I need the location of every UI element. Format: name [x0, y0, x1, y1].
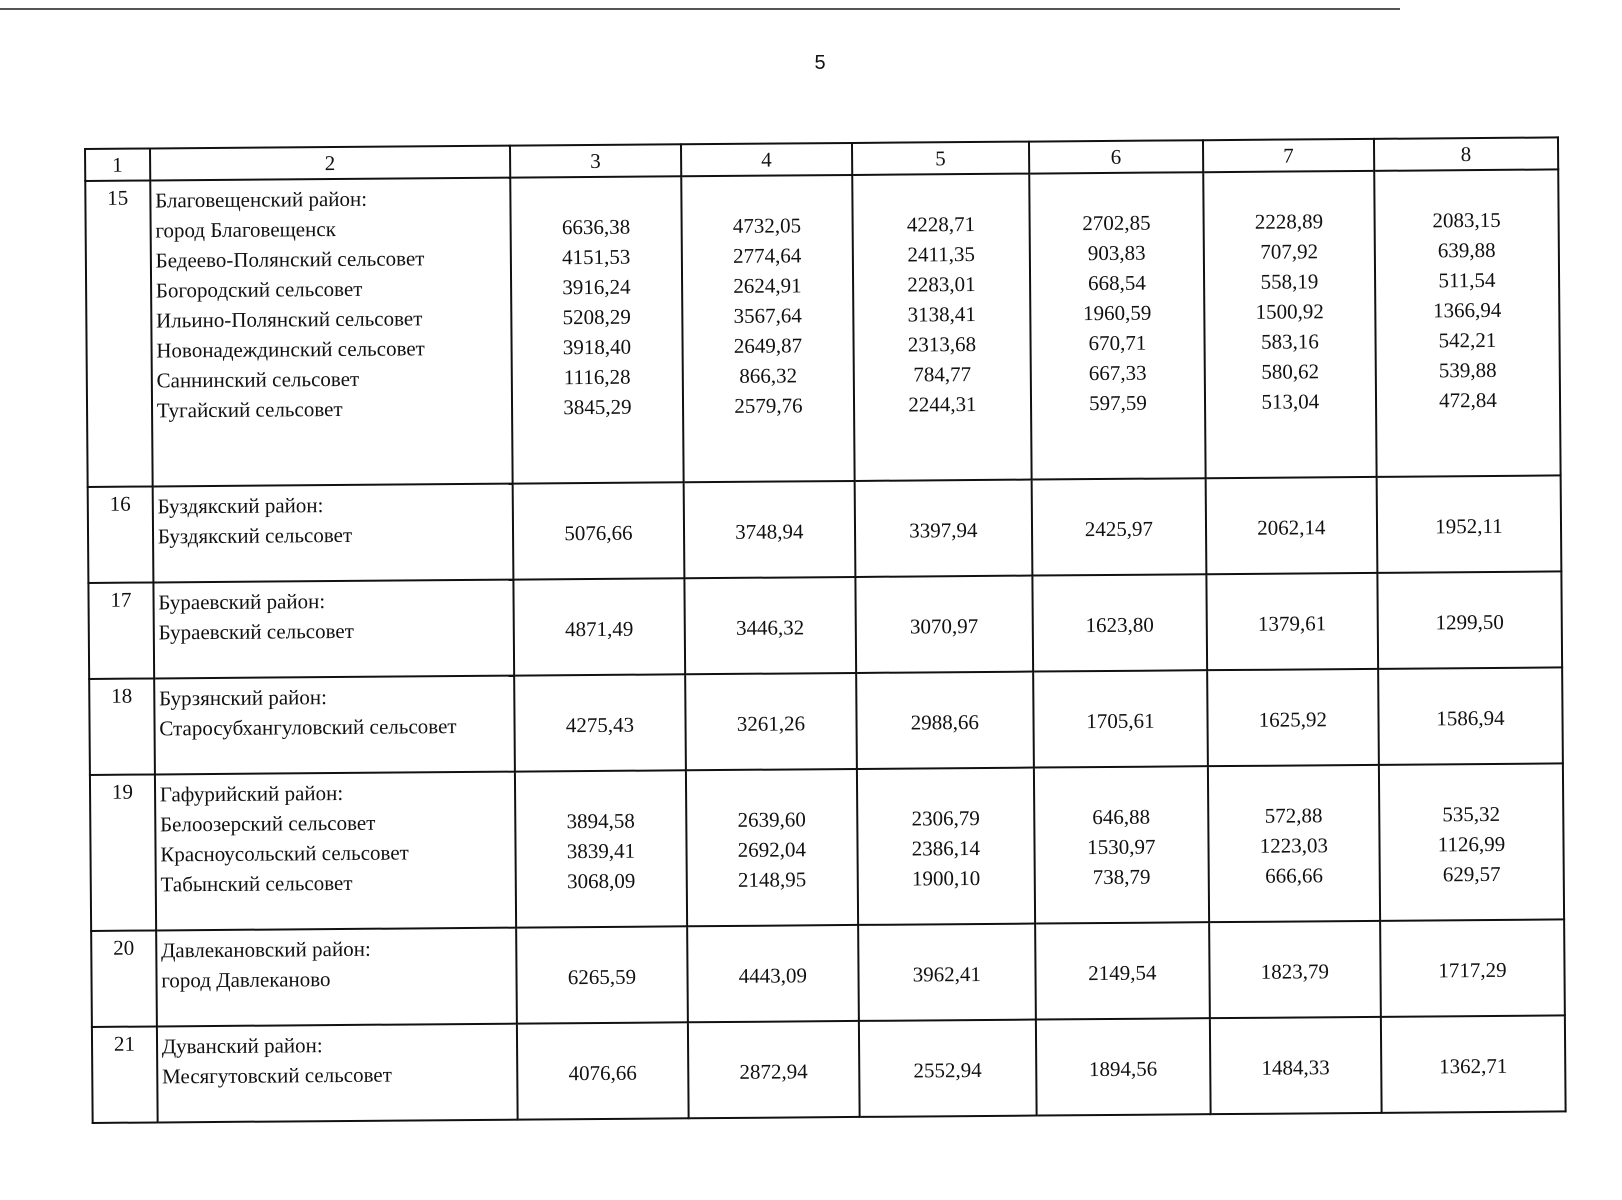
value-cell [686, 769, 858, 926]
spacer [1036, 927, 1208, 958]
value-cell [1032, 574, 1207, 671]
spacer [1207, 482, 1376, 513]
value: 2306,79 [911, 805, 980, 831]
value-cell [1376, 475, 1561, 572]
settlement-name: Богородский сельсовет [155, 276, 363, 303]
spacer [1037, 1023, 1209, 1054]
spacer [157, 453, 511, 486]
value: 4076,66 [568, 1060, 637, 1086]
district-cell [155, 772, 516, 931]
table-row [89, 667, 1563, 775]
value: 1530,97 [1087, 834, 1156, 860]
value: 2872,94 [739, 1059, 808, 1084]
value: 903,83 [1087, 240, 1146, 266]
row-number: 15 [85, 180, 152, 486]
value-cell [513, 578, 685, 675]
value-cell [1034, 766, 1209, 923]
value: 1299,50 [1435, 609, 1504, 635]
value: 1586,94 [1436, 705, 1505, 731]
value: 629,57 [1442, 861, 1501, 887]
value-cell [1374, 169, 1561, 476]
value: 558,19 [1260, 269, 1319, 294]
value: 866,32 [739, 363, 798, 388]
value-cell [855, 576, 1033, 673]
value: 667,33 [1088, 360, 1147, 386]
value: 572,88 [1264, 803, 1323, 828]
value: 2244,31 [908, 391, 977, 417]
value-cell [1208, 765, 1380, 922]
value: 1500,92 [1255, 299, 1324, 324]
value-cell [857, 768, 1035, 925]
district-title: Благовещенский район: [155, 186, 368, 213]
value-cell [1377, 571, 1562, 668]
spacer [517, 931, 686, 962]
scan-edge-line [0, 8, 1400, 10]
header-cell: 1 [85, 148, 150, 181]
value: 583,16 [1260, 329, 1319, 354]
header-cell: 5 [852, 142, 1029, 175]
spacer [1035, 771, 1207, 802]
value: 5076,66 [564, 520, 633, 546]
spacer [1378, 576, 1560, 607]
value-cell [1031, 478, 1206, 575]
value: 2624,91 [733, 273, 802, 298]
spacer [158, 549, 512, 582]
value: 2149,54 [1088, 960, 1157, 986]
spacer [853, 179, 1028, 210]
value: 1705,61 [1086, 708, 1155, 734]
value: 3894,58 [566, 808, 635, 834]
value-cell [1205, 477, 1377, 574]
header-cell: 2 [150, 146, 510, 181]
district-title: Бураевский район: [158, 589, 326, 615]
value: 3261,26 [736, 711, 806, 736]
value: 535,32 [1442, 801, 1501, 827]
value-cell [517, 1022, 689, 1119]
value: 2411,35 [907, 242, 976, 267]
value: 707,92 [1260, 239, 1319, 264]
value-cell [684, 577, 856, 674]
spacer [518, 1027, 687, 1058]
value: 1116,28 [563, 364, 631, 390]
table-row [88, 475, 1562, 583]
value: 1484,33 [1261, 1055, 1330, 1080]
value: 2425,97 [1084, 516, 1154, 542]
value: 1126,99 [1437, 831, 1506, 857]
spacer [162, 1089, 516, 1122]
value-cell [684, 481, 856, 578]
spacer [511, 181, 680, 212]
value: 542,21 [1438, 327, 1497, 353]
value: 3962,41 [912, 961, 982, 987]
spacer [159, 645, 513, 678]
value-cell [854, 480, 1032, 577]
value: 597,59 [1088, 390, 1147, 416]
value: 4275,43 [565, 712, 635, 738]
value-cell [515, 770, 687, 927]
value: 3138,41 [907, 302, 976, 327]
value: 3397,94 [909, 517, 978, 543]
value: 2552,94 [913, 1057, 982, 1083]
value-cell [514, 674, 686, 771]
value: 5208,29 [562, 304, 631, 330]
settlement-name: Белоозерский сельсовет [159, 810, 376, 837]
value: 2702,85 [1082, 210, 1151, 236]
value: 4732,05 [732, 213, 802, 238]
spacer [161, 897, 515, 930]
value-cell [1029, 172, 1205, 479]
spacer [856, 485, 1031, 516]
row-number: 19 [90, 774, 156, 931]
value: 3446,32 [735, 615, 805, 640]
value: 4151,53 [562, 244, 631, 270]
spacer [1208, 674, 1377, 705]
spacer [1207, 578, 1376, 609]
header-cell: 4 [681, 143, 852, 176]
settlement-name: Месягутовский сельсовет [161, 1062, 392, 1089]
value-cell [1380, 919, 1565, 1016]
value: 1823,79 [1260, 959, 1330, 984]
spacer [1377, 480, 1559, 511]
spacer [860, 1025, 1035, 1056]
value: 1623,80 [1085, 612, 1154, 638]
value: 1952,11 [1435, 513, 1503, 539]
settlement-name: Тугайский сельсовет [156, 396, 343, 423]
row-number: 18 [89, 678, 154, 775]
row-number: 16 [88, 486, 153, 583]
district-cell [150, 178, 513, 487]
value-cell [688, 1021, 860, 1118]
header-cell: 7 [1203, 139, 1374, 172]
settlement-name: Старосубхангуловский сельсовет [159, 714, 457, 741]
settlement-name: Бедеево-Полянский сельсовет [155, 246, 425, 273]
spacer [161, 993, 515, 1026]
spacer [1381, 924, 1563, 955]
value-cell [856, 672, 1034, 769]
value-cell [858, 924, 1036, 1021]
settlement-name: город Благовещенск [155, 217, 336, 243]
header-cell: 6 [1029, 140, 1203, 173]
spacer [1030, 177, 1202, 208]
value: 4228,71 [906, 212, 976, 237]
value: 3567,64 [733, 303, 802, 328]
value: 3839,41 [566, 838, 636, 864]
value-cell [1210, 1017, 1382, 1114]
spacer [689, 1026, 858, 1057]
spacer [859, 929, 1034, 960]
table-row [88, 571, 1562, 679]
table-row [85, 169, 1560, 487]
value: 580,62 [1261, 359, 1320, 384]
district-cell [153, 580, 514, 679]
data-table [84, 136, 1567, 1124]
spacer [1211, 1022, 1380, 1053]
value: 6265,59 [567, 964, 637, 990]
value: 1625,92 [1258, 707, 1328, 732]
value: 2579,76 [734, 393, 803, 418]
spacer [858, 773, 1033, 804]
spacer [1375, 174, 1557, 205]
district-cell [154, 676, 515, 775]
value: 666,66 [1265, 863, 1324, 888]
value: 784,77 [913, 362, 972, 387]
spacer [688, 930, 857, 961]
value-cell [1207, 669, 1379, 766]
spacer [1209, 770, 1378, 801]
settlement-name: Саннинский сельсовет [156, 366, 360, 393]
spacer [516, 775, 685, 806]
value: 1366,94 [1433, 297, 1502, 323]
spacer [1380, 768, 1562, 799]
table-row [90, 763, 1564, 931]
table-row [92, 1015, 1566, 1123]
district-cell [156, 928, 517, 1027]
settlement-name: Буздякский сельсовет [157, 522, 353, 549]
district-title: Дуванский район: [161, 1033, 323, 1059]
spacer [1033, 483, 1205, 514]
header-cell: 8 [1374, 137, 1558, 170]
value: 1717,29 [1438, 957, 1507, 983]
spacer [685, 582, 854, 613]
value: 2313,68 [907, 332, 977, 357]
settlement-name: город Давлеканово [161, 967, 331, 993]
value-cell [681, 175, 854, 482]
district-cell [157, 1024, 518, 1123]
spacer [685, 486, 854, 517]
value: 511,54 [1438, 267, 1496, 293]
value: 1894,56 [1088, 1056, 1158, 1082]
value-cell [852, 174, 1031, 481]
spacer [686, 678, 855, 709]
district-title: Буздякский район: [157, 493, 324, 519]
district-title: Давлекановский район: [160, 936, 371, 963]
table-row [91, 919, 1565, 1027]
value-cell [687, 925, 859, 1022]
value: 639,88 [1437, 237, 1496, 263]
spacer [682, 180, 851, 211]
settlement-name: Новонадеждинский сельсовет [156, 336, 425, 363]
district-cell [152, 484, 513, 583]
spacer [1034, 675, 1206, 706]
header-cell: 3 [510, 144, 681, 177]
value: 1223,03 [1259, 833, 1329, 858]
value: 1362,71 [1438, 1053, 1508, 1079]
value-cell [1203, 171, 1376, 478]
value: 2148,95 [737, 867, 807, 892]
spacer [1033, 579, 1205, 610]
value: 2692,04 [737, 837, 807, 862]
value: 2649,87 [733, 333, 803, 358]
value: 646,88 [1092, 804, 1151, 830]
value: 2083,15 [1432, 207, 1501, 233]
spacer [687, 774, 856, 805]
value-cell [1381, 1015, 1566, 1112]
value: 2774,64 [732, 243, 802, 268]
spacer [514, 487, 683, 518]
value: 539,88 [1438, 357, 1497, 383]
value: 513,04 [1261, 389, 1320, 414]
value-cell [859, 1020, 1037, 1117]
page-number: 5 [814, 52, 826, 74]
spacer [1204, 176, 1373, 207]
spacer [1210, 926, 1379, 957]
value-cell [1033, 670, 1208, 767]
spacer [1382, 1020, 1564, 1051]
value: 738,79 [1092, 864, 1151, 890]
value-cell [1035, 922, 1210, 1019]
spacer [514, 583, 683, 614]
row-number: 17 [88, 582, 153, 679]
value-cell [1036, 1018, 1211, 1115]
value-cell [1379, 763, 1564, 920]
value-cell [510, 176, 683, 483]
value: 1379,61 [1257, 611, 1327, 636]
value: 2283,01 [907, 272, 976, 297]
value-cell [685, 673, 857, 770]
value: 4443,09 [738, 963, 808, 988]
value: 2639,60 [737, 807, 806, 832]
spacer [857, 677, 1032, 708]
district-title: Бурзянский район: [158, 685, 328, 711]
value-cell [516, 926, 688, 1023]
value: 3916,24 [562, 274, 631, 300]
row-number: 21 [92, 1026, 157, 1123]
settlement-name: Ильино-Полянский сельсовет [155, 306, 423, 333]
value: 4871,49 [564, 616, 634, 642]
value: 2228,89 [1254, 209, 1324, 234]
value: 1960,59 [1082, 300, 1152, 326]
value: 2386,14 [911, 835, 981, 861]
spacer [856, 581, 1031, 612]
settlement-name: Табынский сельсовет [160, 870, 353, 897]
value-cell [513, 482, 685, 579]
value: 2988,66 [910, 709, 980, 735]
settlement-name: Красноусольский сельсовет [160, 840, 409, 867]
value: 472,84 [1438, 387, 1497, 413]
spacer [515, 679, 684, 710]
settlement-name: Бураевский сельсовет [158, 618, 354, 645]
value-cell [1378, 667, 1563, 764]
value: 3918,40 [562, 334, 632, 360]
value: 3748,94 [735, 519, 804, 544]
value: 1900,10 [911, 865, 981, 891]
value: 3845,29 [563, 394, 632, 420]
value-cell [1209, 921, 1381, 1018]
value: 3070,97 [909, 613, 979, 639]
value: 668,54 [1087, 270, 1146, 296]
spacer [159, 741, 513, 774]
district-title: Гафурийский район: [159, 780, 344, 807]
value-cell [1206, 573, 1378, 670]
value: 6636,38 [561, 214, 631, 240]
spacer [157, 423, 511, 456]
value: 2062,14 [1257, 515, 1326, 540]
row-number: 20 [91, 930, 156, 1027]
value: 670,71 [1088, 330, 1147, 356]
value: 3068,09 [566, 868, 636, 894]
spacer [1379, 672, 1561, 703]
